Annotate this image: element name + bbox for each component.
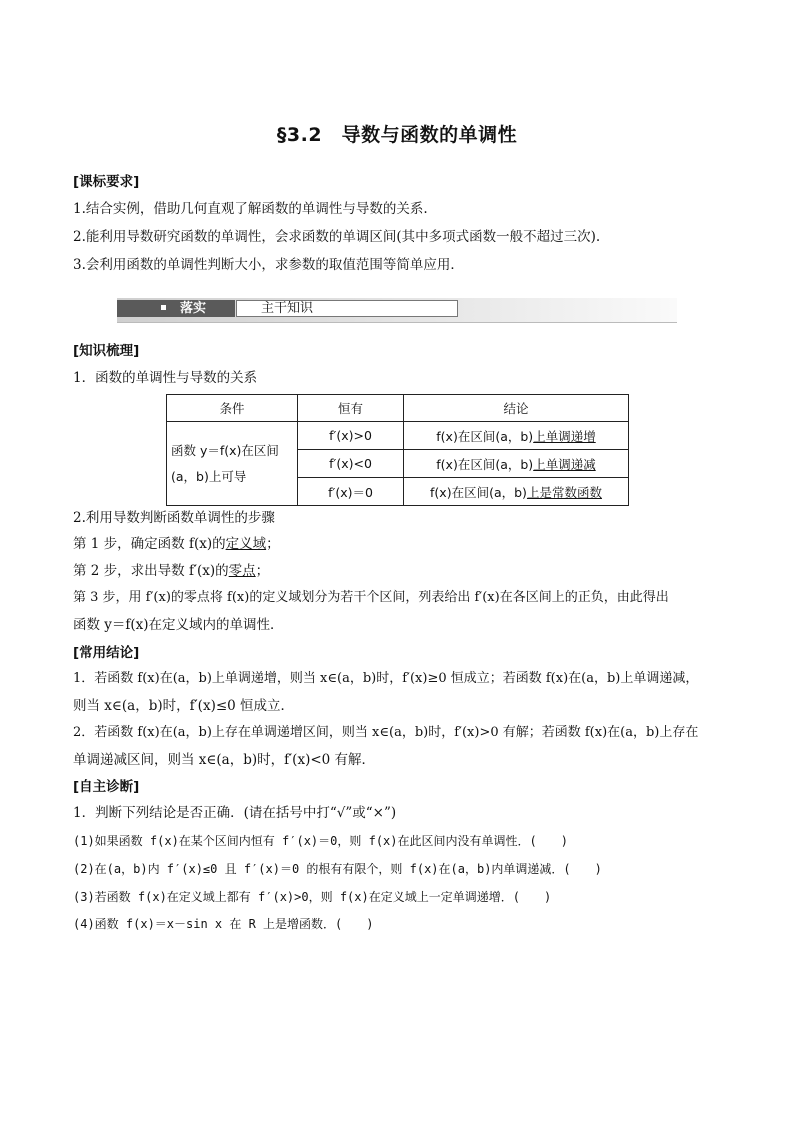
- judgement-item-1: (1)如果函数 f(x)在某个区间内恒有 f′(x)＝0，则 f(x)在此区间内没有单调性．( ): [73, 834, 568, 848]
- curriculum-header: [课标要求]: [73, 174, 140, 190]
- table-cell: f(x)在区间(a，b)上是常数函数: [404, 478, 629, 506]
- knowledge-header: [知识梳理]: [73, 343, 140, 359]
- banner-label-left: 落实: [117, 300, 235, 317]
- self-check-question-1: 1．判断下列结论是否正确．(请在括号中打“√”或“×”): [73, 805, 397, 821]
- table-cell: f′(x)＝0: [298, 478, 404, 506]
- table-header: 条件: [167, 395, 298, 422]
- table-row: [167, 422, 629, 450]
- table-header: 结论: [404, 395, 629, 422]
- page-title: §3.2 导数与函数的单调性: [276, 124, 518, 146]
- knowledge-item-2: 2.利用导数判断函数单调性的步骤: [73, 510, 275, 526]
- banner-label-right: 主干知识: [236, 300, 458, 317]
- monotonicity-table: [166, 394, 629, 506]
- step-1: 第 1 步，确定函数 f(x)的定义域；: [73, 536, 280, 552]
- section-banner: [117, 298, 677, 323]
- conclusion-2-line-1: 2．若函数 f(x)在(a，b)上存在单调递增区间，则当 x∈(a，b)时，f′(x)>0 有解；若函数 f(x)在(a，b)上存在: [73, 725, 699, 740]
- table-cell: f′(x)>0: [298, 422, 404, 450]
- table-cell: f(x)在区间(a，b)上单调递增: [404, 422, 629, 450]
- judgement-item-3: (3)若函数 f(x)在定义域上都有 f′(x)>0，则 f(x)在定义域上一定单调递增．( ): [73, 890, 552, 904]
- square-icon: [161, 305, 166, 310]
- conclusion-1-line-2: 则当 x∈(a，b)时，f′(x)≤0 恒成立．: [73, 698, 295, 714]
- table-cell: f(x)在区间(a，b)上单调递减: [404, 450, 629, 478]
- table-header: 恒有: [298, 395, 404, 422]
- self-check-header: [自主诊断]: [73, 779, 140, 795]
- table-cell: f′(x)<0: [298, 450, 404, 478]
- curriculum-item-1: 1.结合实例，借助几何直观了解函数的单调性与导数的关系.: [73, 201, 428, 217]
- judgement-item-2: (2)在(a，b)内 f′(x)≤0 且 f′(x)＝0 的根有有限个，则 f(x)在(a，b)内单调递减．( ): [73, 862, 602, 876]
- curriculum-item-2: 2.能利用导数研究函数的单调性，会求函数的单调区间(其中多项式函数一般不超过三次).: [73, 229, 601, 245]
- condition-cell: 函数 y＝f(x)在区间 (a，b)上可导: [167, 422, 298, 506]
- conclusions-header: [常用结论]: [73, 645, 140, 661]
- step-3-line-1: 第 3 步，用 f′(x)的零点将 f(x)的定义域划分为若干个区间，列表给出 f′(x)在各区间上的正负，由此得出: [73, 590, 669, 605]
- curriculum-item-3: 3.会利用函数的单调性判断大小，求参数的取值范围等简单应用．: [73, 257, 464, 273]
- judgement-item-4: (4)函数 f(x)＝x－sin x 在 R 上是增函数．( ): [73, 917, 374, 931]
- step-2: 第 2 步，求出导数 f′(x)的零点；: [73, 563, 270, 579]
- step-3-line-2: 函数 y＝f(x)在定义域内的单调性．: [73, 617, 284, 633]
- conclusion-1-line-1: 1．若函数 f(x)在(a，b)上单调递增，则当 x∈(a，b)时，f′(x)≥0 恒成立；若函数 f(x)在(a，b)上单调递减，: [73, 671, 699, 686]
- conclusion-2-line-2: 单调递减区间，则当 x∈(a，b)时，f′(x)<0 有解．: [73, 752, 376, 768]
- table-header-row: [167, 395, 629, 422]
- knowledge-item-1: 1．函数的单调性与导数的关系: [73, 370, 258, 386]
